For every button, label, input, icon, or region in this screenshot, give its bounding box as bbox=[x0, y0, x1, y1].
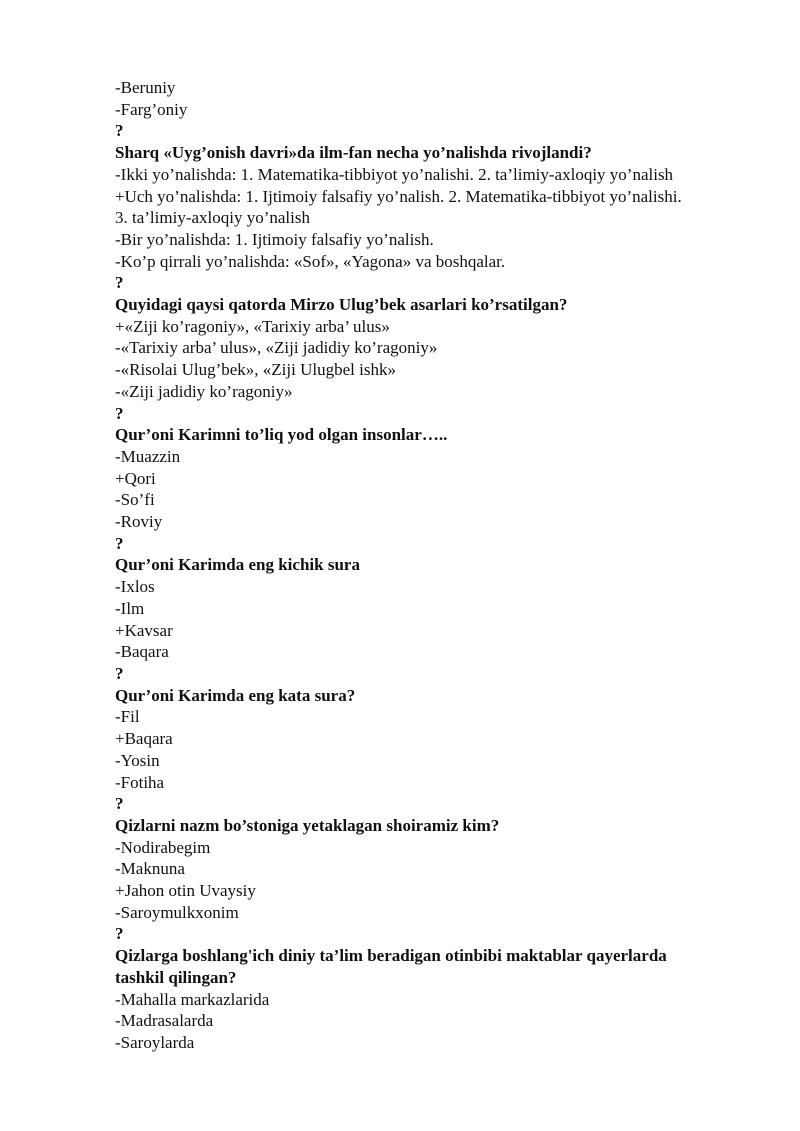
answer-option: -Ilm bbox=[115, 598, 145, 618]
answer-option: +Jahon otin Uvaysiy bbox=[115, 881, 256, 901]
answer-option: -Maknuna bbox=[115, 859, 185, 879]
answer-option: -Bir yo’nalishda: 1. Ijtimoiy falsafiy yo’nalish. bbox=[115, 229, 434, 249]
answer-option: -«Risolai Ulug’bek», «Ziji Ulugbel ishk» bbox=[115, 360, 396, 380]
answer-option: -Beruniy bbox=[115, 78, 176, 97]
answer-option: +Qori bbox=[115, 468, 156, 488]
answer-option: +Kavsar bbox=[115, 620, 173, 640]
question-marker: ? bbox=[115, 794, 124, 814]
answer-option: -Farg’oniy bbox=[115, 99, 188, 119]
question-marker: ? bbox=[115, 403, 124, 423]
answer-option: -Ixlos bbox=[115, 577, 155, 597]
answer-option: +Uch yo’nalishda: 1. Ijtimoiy falsafiy yo’nalish. 2. Matematika-tibbiyot yo’nalishi. bbox=[115, 186, 682, 206]
question-text: Qur’oni Karimda eng kata sura? bbox=[115, 685, 356, 705]
answer-option: -Yosin bbox=[115, 750, 160, 770]
answer-option: -Madrasalarda bbox=[115, 1011, 214, 1031]
answer-option: -So’fi bbox=[115, 490, 155, 510]
question-marker: ? bbox=[115, 663, 124, 683]
answer-option: -Nodirabegim bbox=[115, 837, 211, 857]
question-text: Qur’oni Karimda eng kichik sura bbox=[115, 555, 360, 575]
answer-option: +«Ziji ko’ragoniy», «Tarixiy arba’ ulus» bbox=[115, 316, 390, 336]
answer-option: -Baqara bbox=[115, 642, 169, 662]
question-marker: ? bbox=[115, 924, 124, 944]
question-text: Quyidagi qaysi qatorda Mirzo Ulug’bek asarlari ko’rsatilgan? bbox=[115, 295, 568, 315]
question-marker: ? bbox=[115, 121, 124, 141]
answer-option: 3. ta’limiy-axloqiy yo’nalish bbox=[115, 208, 310, 228]
question-text: Qur’oni Karimni to’liq yod olgan insonlar….. bbox=[115, 425, 448, 445]
answer-option: -«Tarixiy arba’ ulus», «Ziji jadidiy ko’ragoniy» bbox=[115, 338, 438, 358]
answer-option: -Ko’p qirrali yo’nalishda: «Sof», «Yagona» va boshqalar. bbox=[115, 251, 506, 271]
question-marker: ? bbox=[115, 533, 124, 553]
answer-option: -Mahalla markazlarida bbox=[115, 989, 270, 1009]
question-marker: ? bbox=[115, 273, 124, 293]
question-text: Qizlarga boshlang'ich diniy ta’lim beradigan otinbibi maktablar qayerlarda bbox=[115, 946, 667, 966]
question-text: Sharq «Uyg’onish davri»da ilm-fan necha yo’nalishda rivojlandi? bbox=[115, 143, 592, 163]
answer-option: +Baqara bbox=[115, 729, 173, 749]
answer-option: -Muazzin bbox=[115, 446, 181, 466]
answer-option: -Fil bbox=[115, 707, 140, 727]
answer-option: -«Ziji jadidiy ko’ragoniy» bbox=[115, 381, 293, 401]
answer-option: -Saroymulkxonim bbox=[115, 902, 239, 922]
document-body bbox=[115, 77, 755, 1054]
question-text: Qizlarni nazm bo’stoniga yetaklagan shoiramiz kim? bbox=[115, 815, 500, 835]
answer-option: -Fotiha bbox=[115, 772, 165, 792]
answer-option: -Roviy bbox=[115, 512, 163, 532]
question-text: tashkil qilingan? bbox=[115, 967, 237, 987]
answer-option: -Ikki yo’nalishda: 1. Matematika-tibbiyot yo’nalishi. 2. ta’limiy-axloqiy yo’nalish bbox=[115, 164, 674, 184]
answer-option: -Saroylarda bbox=[115, 1032, 195, 1052]
